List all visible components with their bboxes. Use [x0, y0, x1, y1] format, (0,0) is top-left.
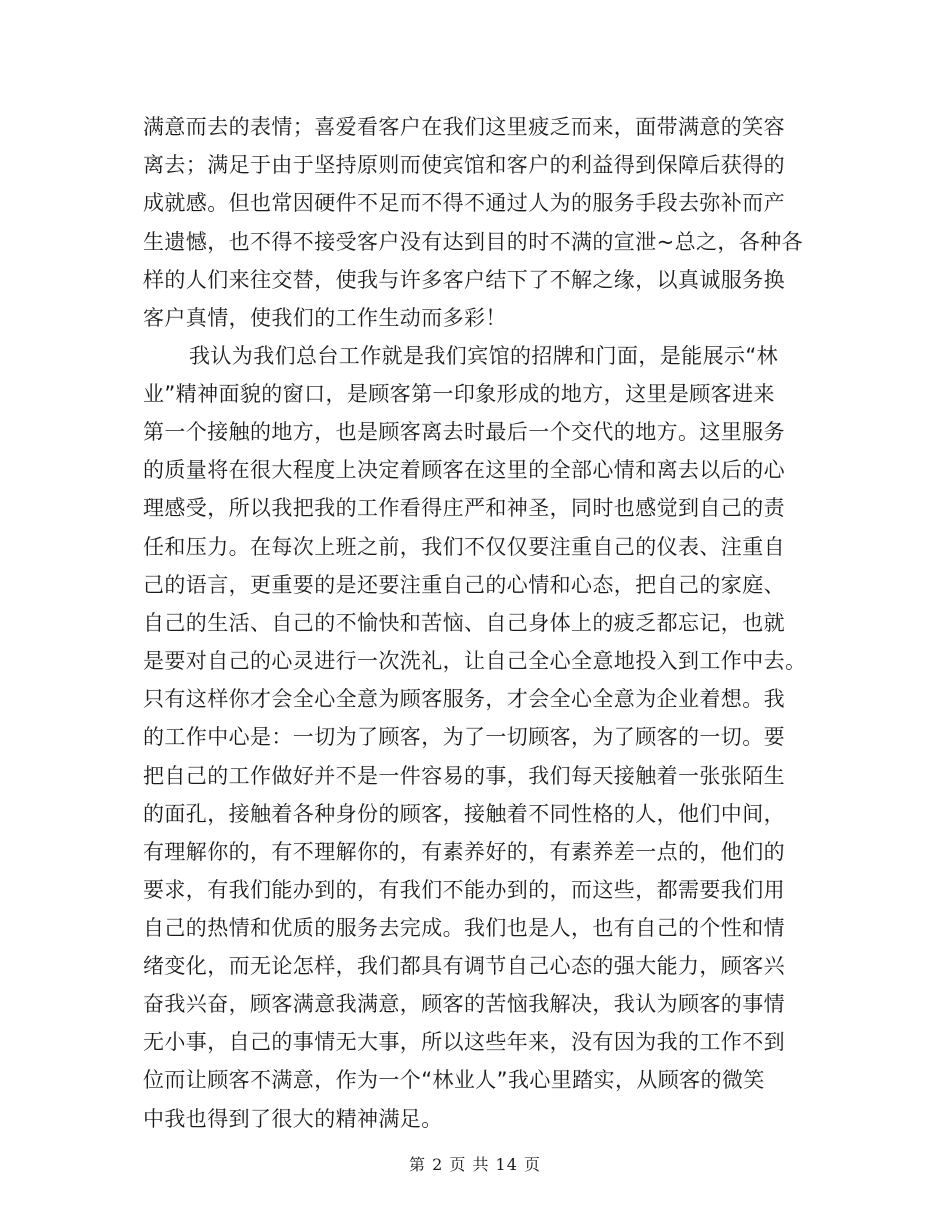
text-line: 的工作中心是：一切为了顾客，为了一切顾客，为了顾客的一切。要	[143, 725, 785, 749]
text-line: 无小事，自己的事情无大事，所以这些年来，没有因为我的工作不到	[143, 1030, 785, 1054]
text-line: 中我也得到了很大的精神满足。	[143, 1107, 443, 1131]
text-line: 任和压力。在每次上班之前，我们不仅仅要注重自己的仪表、注重自	[143, 535, 785, 559]
text-line: 把自己的工作做好并不是一件容易的事，我们每天接触着一张张陌生	[143, 764, 785, 788]
text-line: 的质量将在很大程度上决定着顾客在这里的全部心情和离去以后的心	[143, 458, 785, 482]
paragraph-first-line: 我认为我们总台工作就是我们宾馆的招牌和门面，是能展示“林	[189, 344, 779, 368]
text-line: 位而让顾客不满意，作为一个“林业人”我心里踏实，从顾客的微笑	[143, 1068, 765, 1092]
text-line: 绪变化，而无论怎样，我们都具有调节自己心态的强大能力，顾客兴	[143, 954, 785, 978]
text-line: 有理解你的，有不理解你的，有素养好的，有素养差一点的，他们的	[143, 840, 785, 864]
text-line: 自己的生活、自己的不愉快和苦恼、自己身体上的疲乏都忘记，也就	[143, 611, 785, 635]
text-line: 奋我兴奋，顾客满意我满意，顾客的苦恼我解决，我认为顾客的事情	[143, 992, 785, 1016]
text-line: 只有这样你才会全心全意为顾客服务，才会全心全意为企业着想。我	[143, 687, 785, 711]
text-line: 自己的热情和优质的服务去完成。我们也是人，也有自己的个性和情	[143, 916, 785, 940]
text-line: 成就感。但也常因硬件不足而不得不通过人为的服务手段去弥补而产	[143, 191, 785, 215]
text-line: 业”精神面貌的窗口，是顾客第一印象形成的地方，这里是顾客进来	[143, 382, 775, 406]
text-line: 要求，有我们能办到的，有我们不能办到的，而这些，都需要我们用	[143, 878, 785, 902]
text-line: 理感受，所以我把我的工作看得庄严和神圣，同时也感觉到自己的责	[143, 496, 785, 520]
text-line: 是要对自己的心灵进行一次洗礼，让自己全心全意地投入到工作中去。	[143, 649, 807, 673]
text-line: 第一个接触的地方，也是顾客离去时最后一个交代的地方。这里服务	[143, 420, 785, 444]
text-line: 客户真情，使我们的工作生动而多彩！	[143, 306, 507, 330]
text-line: 样的人们来往交替，使我与许多客户结下了不解之缘，以真诚服务换	[143, 268, 785, 292]
page-number-footer: 第 2 页 共 14 页	[409, 1155, 541, 1174]
text-line: 的面孔，接触着各种身份的顾客，接触着不同性格的人，他们中间，	[143, 802, 785, 826]
text-line: 满意而去的表情；喜爱看客户在我们这里疲乏而来，面带满意的笑容	[143, 115, 785, 139]
text-line: 生遗憾，也不得不接受客户没有达到目的时不满的宣泄~总之，各种各	[143, 230, 803, 254]
text-line: 离去；满足于由于坚持原则而使宾馆和客户的利益得到保障后获得的	[143, 153, 785, 177]
text-line: 己的语言，更重要的是还要注重自己的心情和心态，把自己的家庭、	[143, 573, 785, 597]
